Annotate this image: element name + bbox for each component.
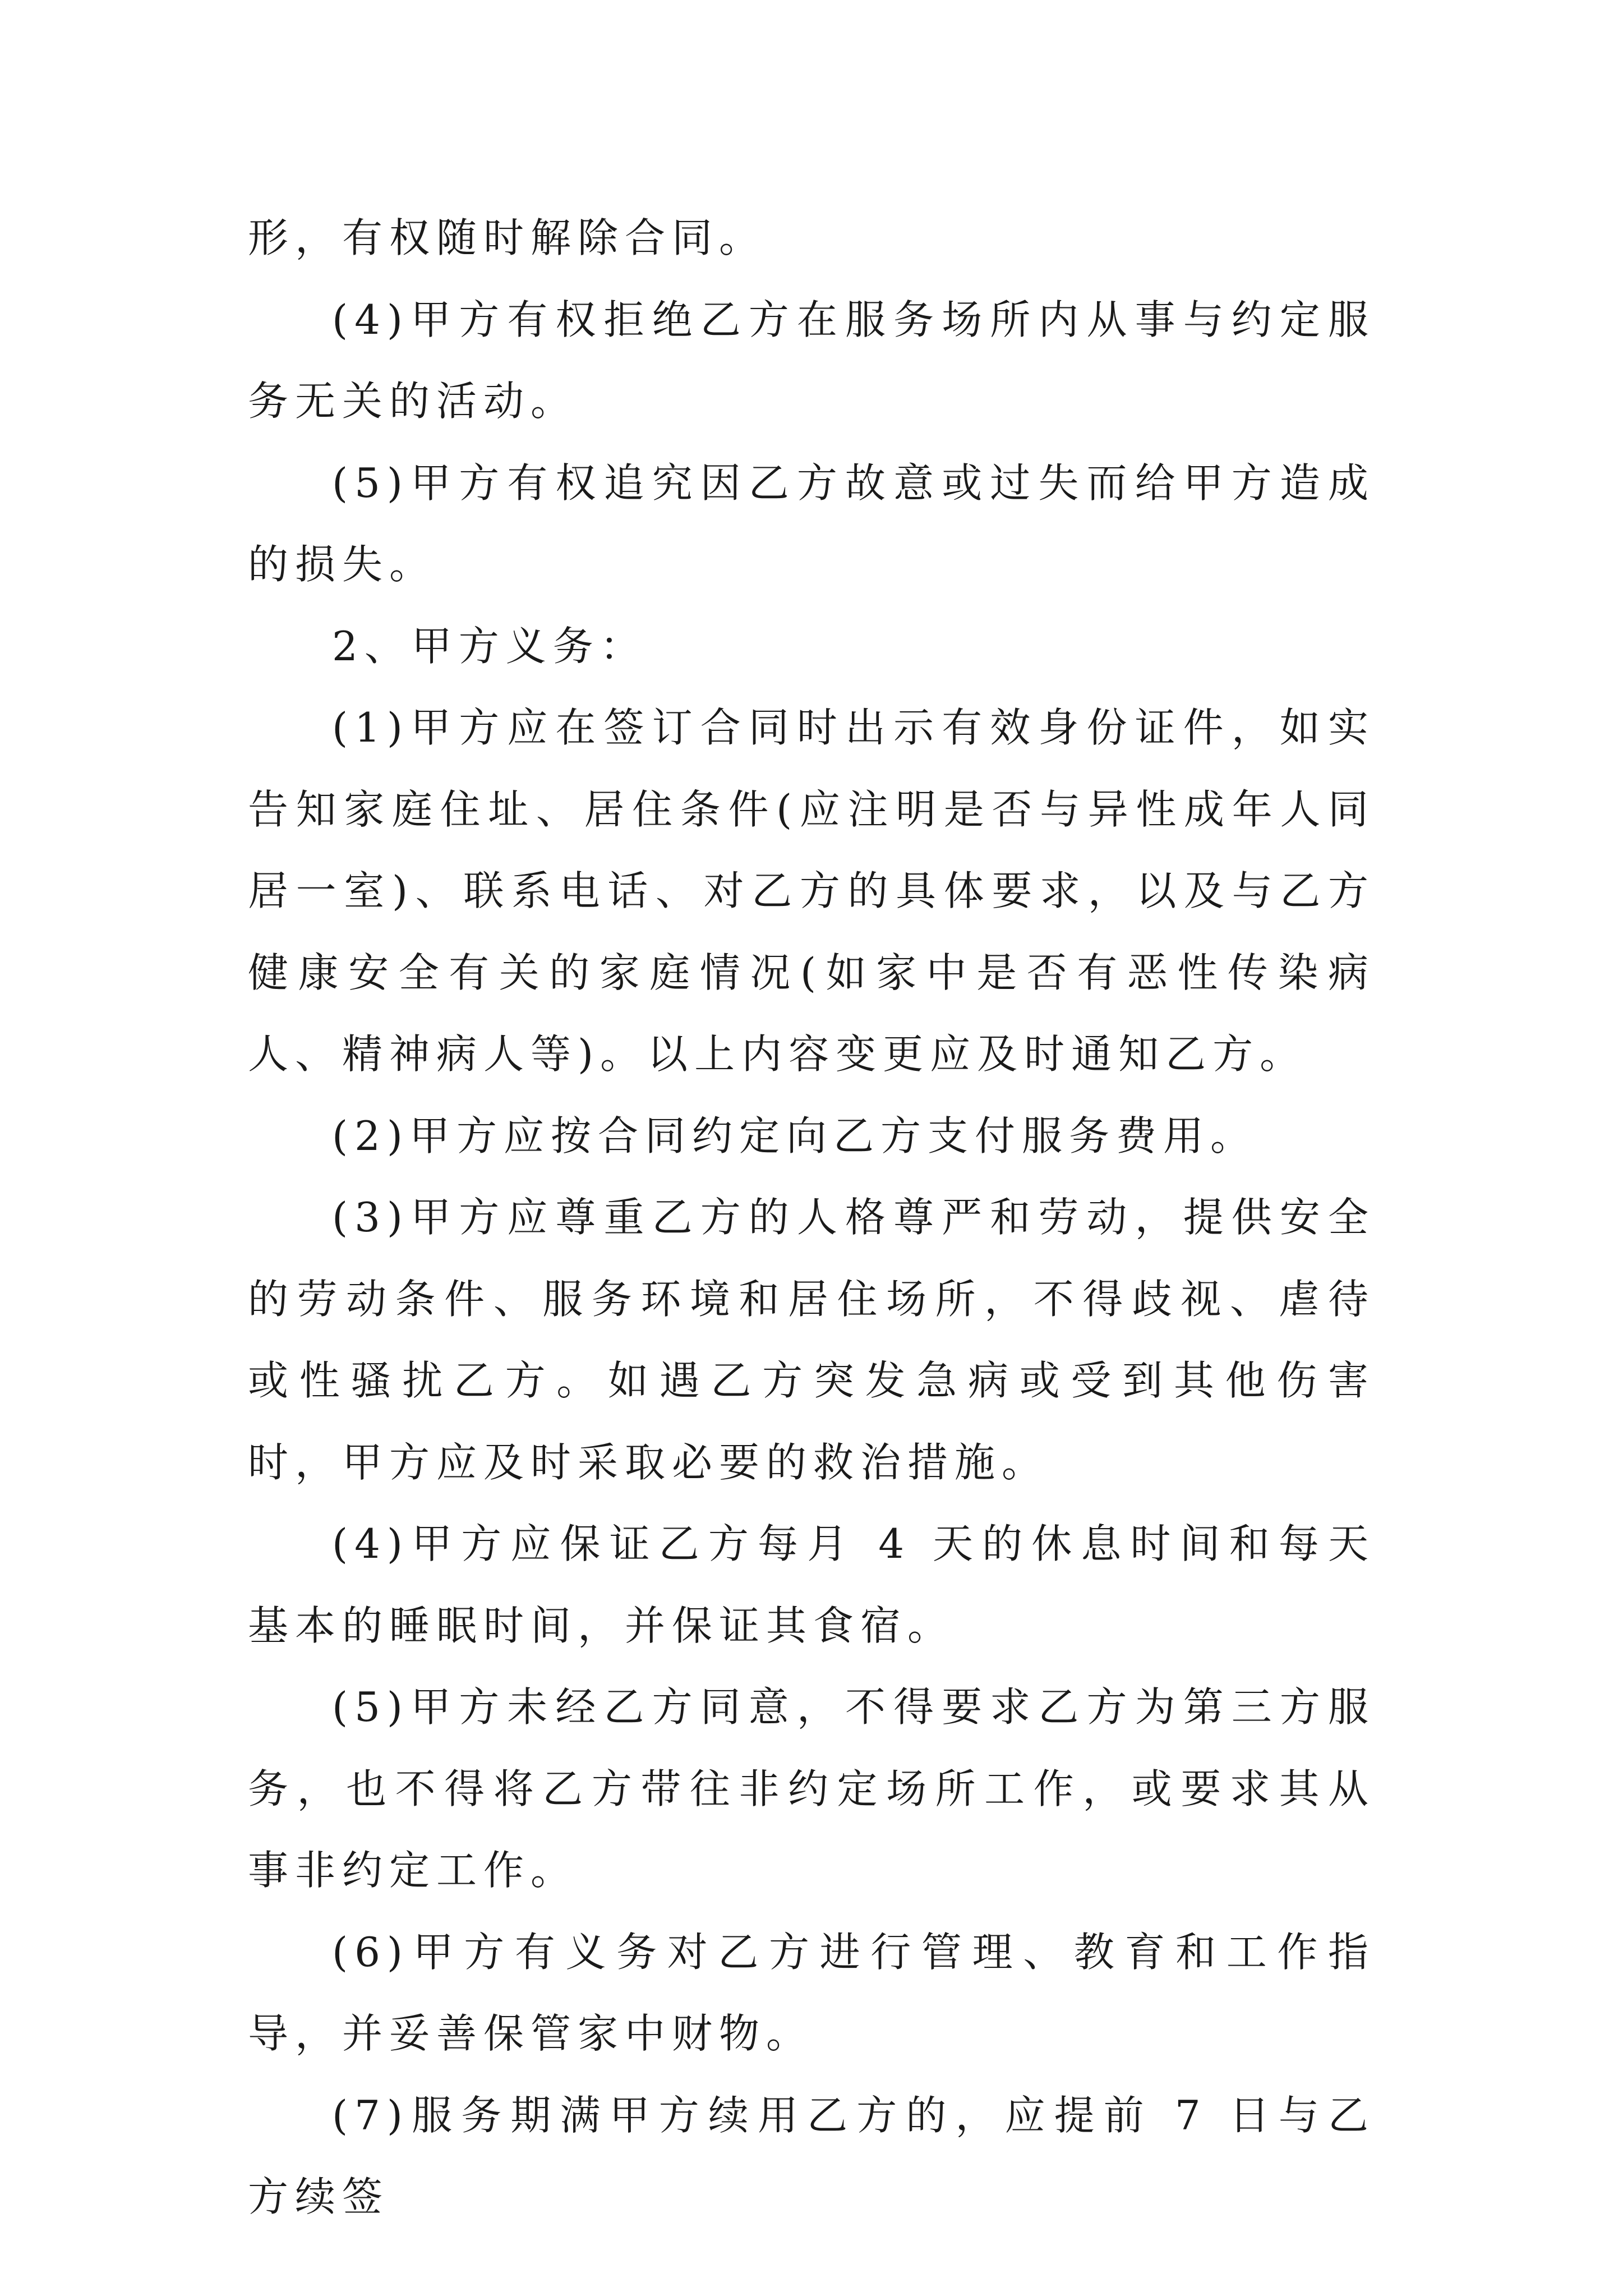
paragraph: 形，有权随时解除合同。 [248,214,767,261]
paragraph: (4)甲方有权拒绝乙方在服务场所内从事与约定服务无关的活动。 [248,296,1375,425]
paragraph: (4)甲方应保证乙方每月 4 天的休息时间和每天基本的睡眠时间，并保证其食宿。 [248,1520,1375,1649]
paragraph: (1)甲方应在签订合同时出示有效身份证件，如实告知家庭住址、居住条件(应注明是否与异性成年人同居一室)、联系电话、对乙方的具体要求，以及与乙方健康安全有关的家庭情况(如家中是否有恶性传染病人、精神病人等)。以上内容变更应及时通知乙方。 [248,704,1375,1078]
section-heading: 2、甲方义务： [332,622,647,670]
paragraph: (5)甲方有权追究因乙方故意或过失而给甲方造成的损失。 [248,459,1375,588]
paragraph: (3)甲方应尊重乙方的人格尊严和劳动，提供安全的劳动条件、服务环境和居住场所，不得歧视、虐待或性骚扰乙方。如遇乙方突发急病或受到其他伤害时，甲方应及时采取必要的救治措施。 [248,1194,1375,1486]
document-body [248,197,1375,2238]
paragraph: (6)甲方有义务对乙方进行管理、教育和工作指导，并妥善保管家中财物。 [248,1928,1375,2057]
paragraph: (2)甲方应按合同约定向乙方支付服务费用。 [332,1112,1257,1159]
paragraph: (7)服务期满甲方续用乙方的，应提前 7 日与乙方续签 [248,2091,1375,2220]
paragraph: (5)甲方未经乙方同意，不得要求乙方为第三方服务，也不得将乙方带往非约定场所工作，或要求其从事非约定工作。 [248,1683,1375,1894]
